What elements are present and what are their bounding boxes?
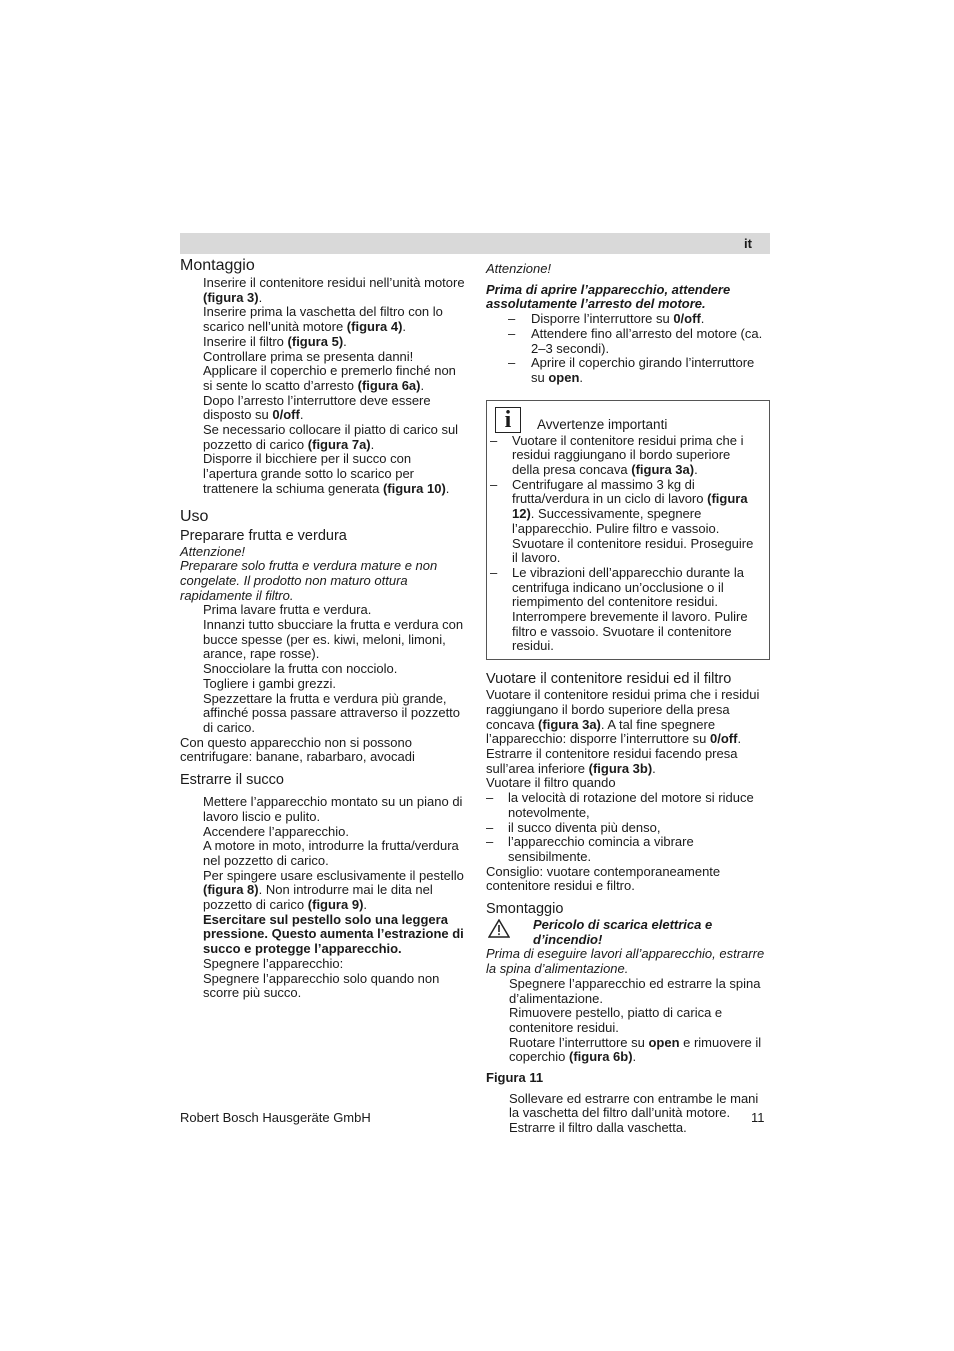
paragraph: Consiglio: vuotare contemporaneamente contenitore residui e filtro. (486, 863, 721, 894)
attention-label: Attenzione! (486, 261, 552, 276)
dash-item: – Centrifugare al massimo 3 kg di frutta/verdura in un ciclo di lavoro (figura 12). Successivamente, spegnere l’apparecchio. Pulire filtro e vassoio. Svuotare il contenitore residui. Proseguire il lavoro. (490, 476, 754, 566)
attention-text: Prima di aprire l’apparecchio, attendere assolutamente l’arresto del motore. (486, 281, 731, 312)
section-title-montaggio: Montaggio (180, 257, 255, 274)
dash-item: – l’apparecchio comincia a vibrare sensibilmente. (486, 834, 694, 864)
step: Estrarre il filtro dalla vaschetta. (509, 1120, 687, 1136)
box-title: Avvertenze importanti (537, 416, 668, 432)
warning-text: Pericolo di scarica elettrica e d’incendio! (533, 917, 713, 947)
section-title-uso: Uso (180, 507, 209, 525)
step: Inserire prima la vaschetta del filtro con lo scarico nell’unità motore (figura 4). (203, 304, 443, 335)
step: Spezzettare la frutta e verdura più grande, affinché possa passare attraverso il pozzetto di carico. (203, 690, 461, 735)
step: Per spingere usare esclusivamente il pestello (figura 8). Non introdurre mai le dita nel pozzetto di carico (figura 9). (203, 867, 464, 913)
warning-triangle-icon (488, 919, 510, 938)
step: Controllare prima se presenta danni! (203, 348, 414, 364)
language-code: it (744, 236, 752, 251)
step: Snocciolare la frutta con nocciolo. (203, 661, 398, 677)
note: Con questo apparecchio non si possono centrifugare: banane, rabarbaro, avocadi (180, 734, 415, 765)
step: Inserire il filtro (figura 5). (203, 333, 347, 349)
step-bold: Esercitare sul pestello solo una leggera pressione. Questo aumenta l’estrazione di succo e protegge l’apparecchio. (203, 911, 464, 957)
subsection-title: Preparare frutta e verdura (180, 527, 347, 544)
step: Inserire il contenitore residui nell’unità motore (figura 3). (203, 275, 465, 305)
paragraph: Vuotare il filtro quando (486, 775, 616, 791)
attention-label: Attenzione! (180, 543, 246, 559)
dash-item: – Attendere fino all’arresto del motore (ca. 2–3 secondi). (508, 325, 763, 356)
subsection-title: Estrarre il succo (180, 772, 284, 789)
step: Spegnere l’apparecchio: (203, 955, 344, 971)
step: Rimuovere pestello, piatto di carica e contenitore residui. (509, 1005, 723, 1035)
step: Togliere i gambi grezzi. (203, 675, 336, 691)
warning-row (486, 918, 770, 947)
dash-item: – Le vibrazioni dell’apparecchio durante la centrifuga indicano un’occlusione o il riempimento del contenitore residui. Interrompere brevemente il lavoro. Pulire filtro e vassoio. Svuotare il contenitore residui. (490, 564, 748, 654)
step: A motore in moto, introdurre la frutta/verdura nel pozzetto di carico. (203, 838, 459, 868)
subsection-title: Smontaggio (486, 901, 564, 918)
paragraph: Estrarre il contenitore residui facendo presa sull’area inferiore (figura 3b). (486, 745, 738, 776)
step: Spegnere l’apparecchio solo quando non scorre più succo. (203, 970, 440, 1001)
step: Mettere l’apparecchio montato su un piano di lavoro liscio e pulito. (203, 794, 463, 824)
step: Dopo l’arresto l’interruttore deve essere disposto su 0/off. (203, 392, 431, 423)
important-notes-box (486, 400, 770, 661)
footer-company: Robert Bosch Hausgeräte GmbH (180, 1110, 371, 1125)
page-number: 11 (751, 1110, 765, 1125)
attention-text: Preparare solo frutta e verdura mature e non congelate. Il prodotto non maturo ottura rapidamente il filtro. (180, 558, 438, 603)
step: Accendere l’apparecchio. (203, 823, 349, 839)
figure-label: Figura 11 (486, 1070, 544, 1086)
dash-item: – il succo diventa più denso, (486, 819, 661, 835)
dash-item: – Disporre l’interruttore su 0/off. (508, 311, 705, 327)
info-icon: i (495, 407, 521, 433)
step: Applicare il coperchio e premerlo finché non si sente lo scatto d’arresto (figura 6a). (203, 363, 456, 393)
dash-item: – Vuotare il contenitore residui prima che i residui raggiungano il bordo superiore della presa concava (figura 3a). (490, 432, 744, 478)
step: Ruotare l’interruttore su open e rimuovere il coperchio (figura 6b). (509, 1034, 762, 1065)
dash-item: – la velocità di rotazione del motore si riduce notevolmente, (486, 790, 754, 820)
step: Sollevare ed estrarre con entrambe le mani la vaschetta del filtro dall’unità motore. (509, 1090, 759, 1121)
step: Innanzi tutto sbucciare la frutta e verdura con bucce spesse (per es. kiwi, meloni, limoni, arance, rape rosse). (203, 617, 464, 662)
step: Prima lavare frutta e verdura. (203, 602, 372, 618)
right-column (486, 256, 770, 1136)
warning-note: Prima di eseguire lavori all’apparecchio, estrarre la spina d’alimentazione. (486, 946, 765, 977)
step: Spegnere l’apparecchio ed estrarre la spina d’alimentazione. (509, 975, 761, 1006)
dash-item: – Aprire il coperchio girando l’interruttore su open. (508, 355, 755, 385)
subsection-title: Vuotare il contenitore residui ed il filtro (486, 671, 732, 688)
paragraph: Vuotare il contenitore residui prima che i residui raggiungano il bordo superiore della presa concava (figura 3a). A tal fine spegnere l’apparecchio: disporre l’interruttore su 0/off. (486, 687, 760, 747)
step: Disporre il bicchiere per il succo con l’apertura grande sotto lo scarico per trattenere la schiuma generata (figura 10). (203, 451, 450, 496)
left-column (180, 256, 465, 1001)
language-bar (180, 233, 770, 254)
step: Se necessario collocare il piatto di carico sul pozzetto di carico (figura 7a). (203, 422, 459, 452)
